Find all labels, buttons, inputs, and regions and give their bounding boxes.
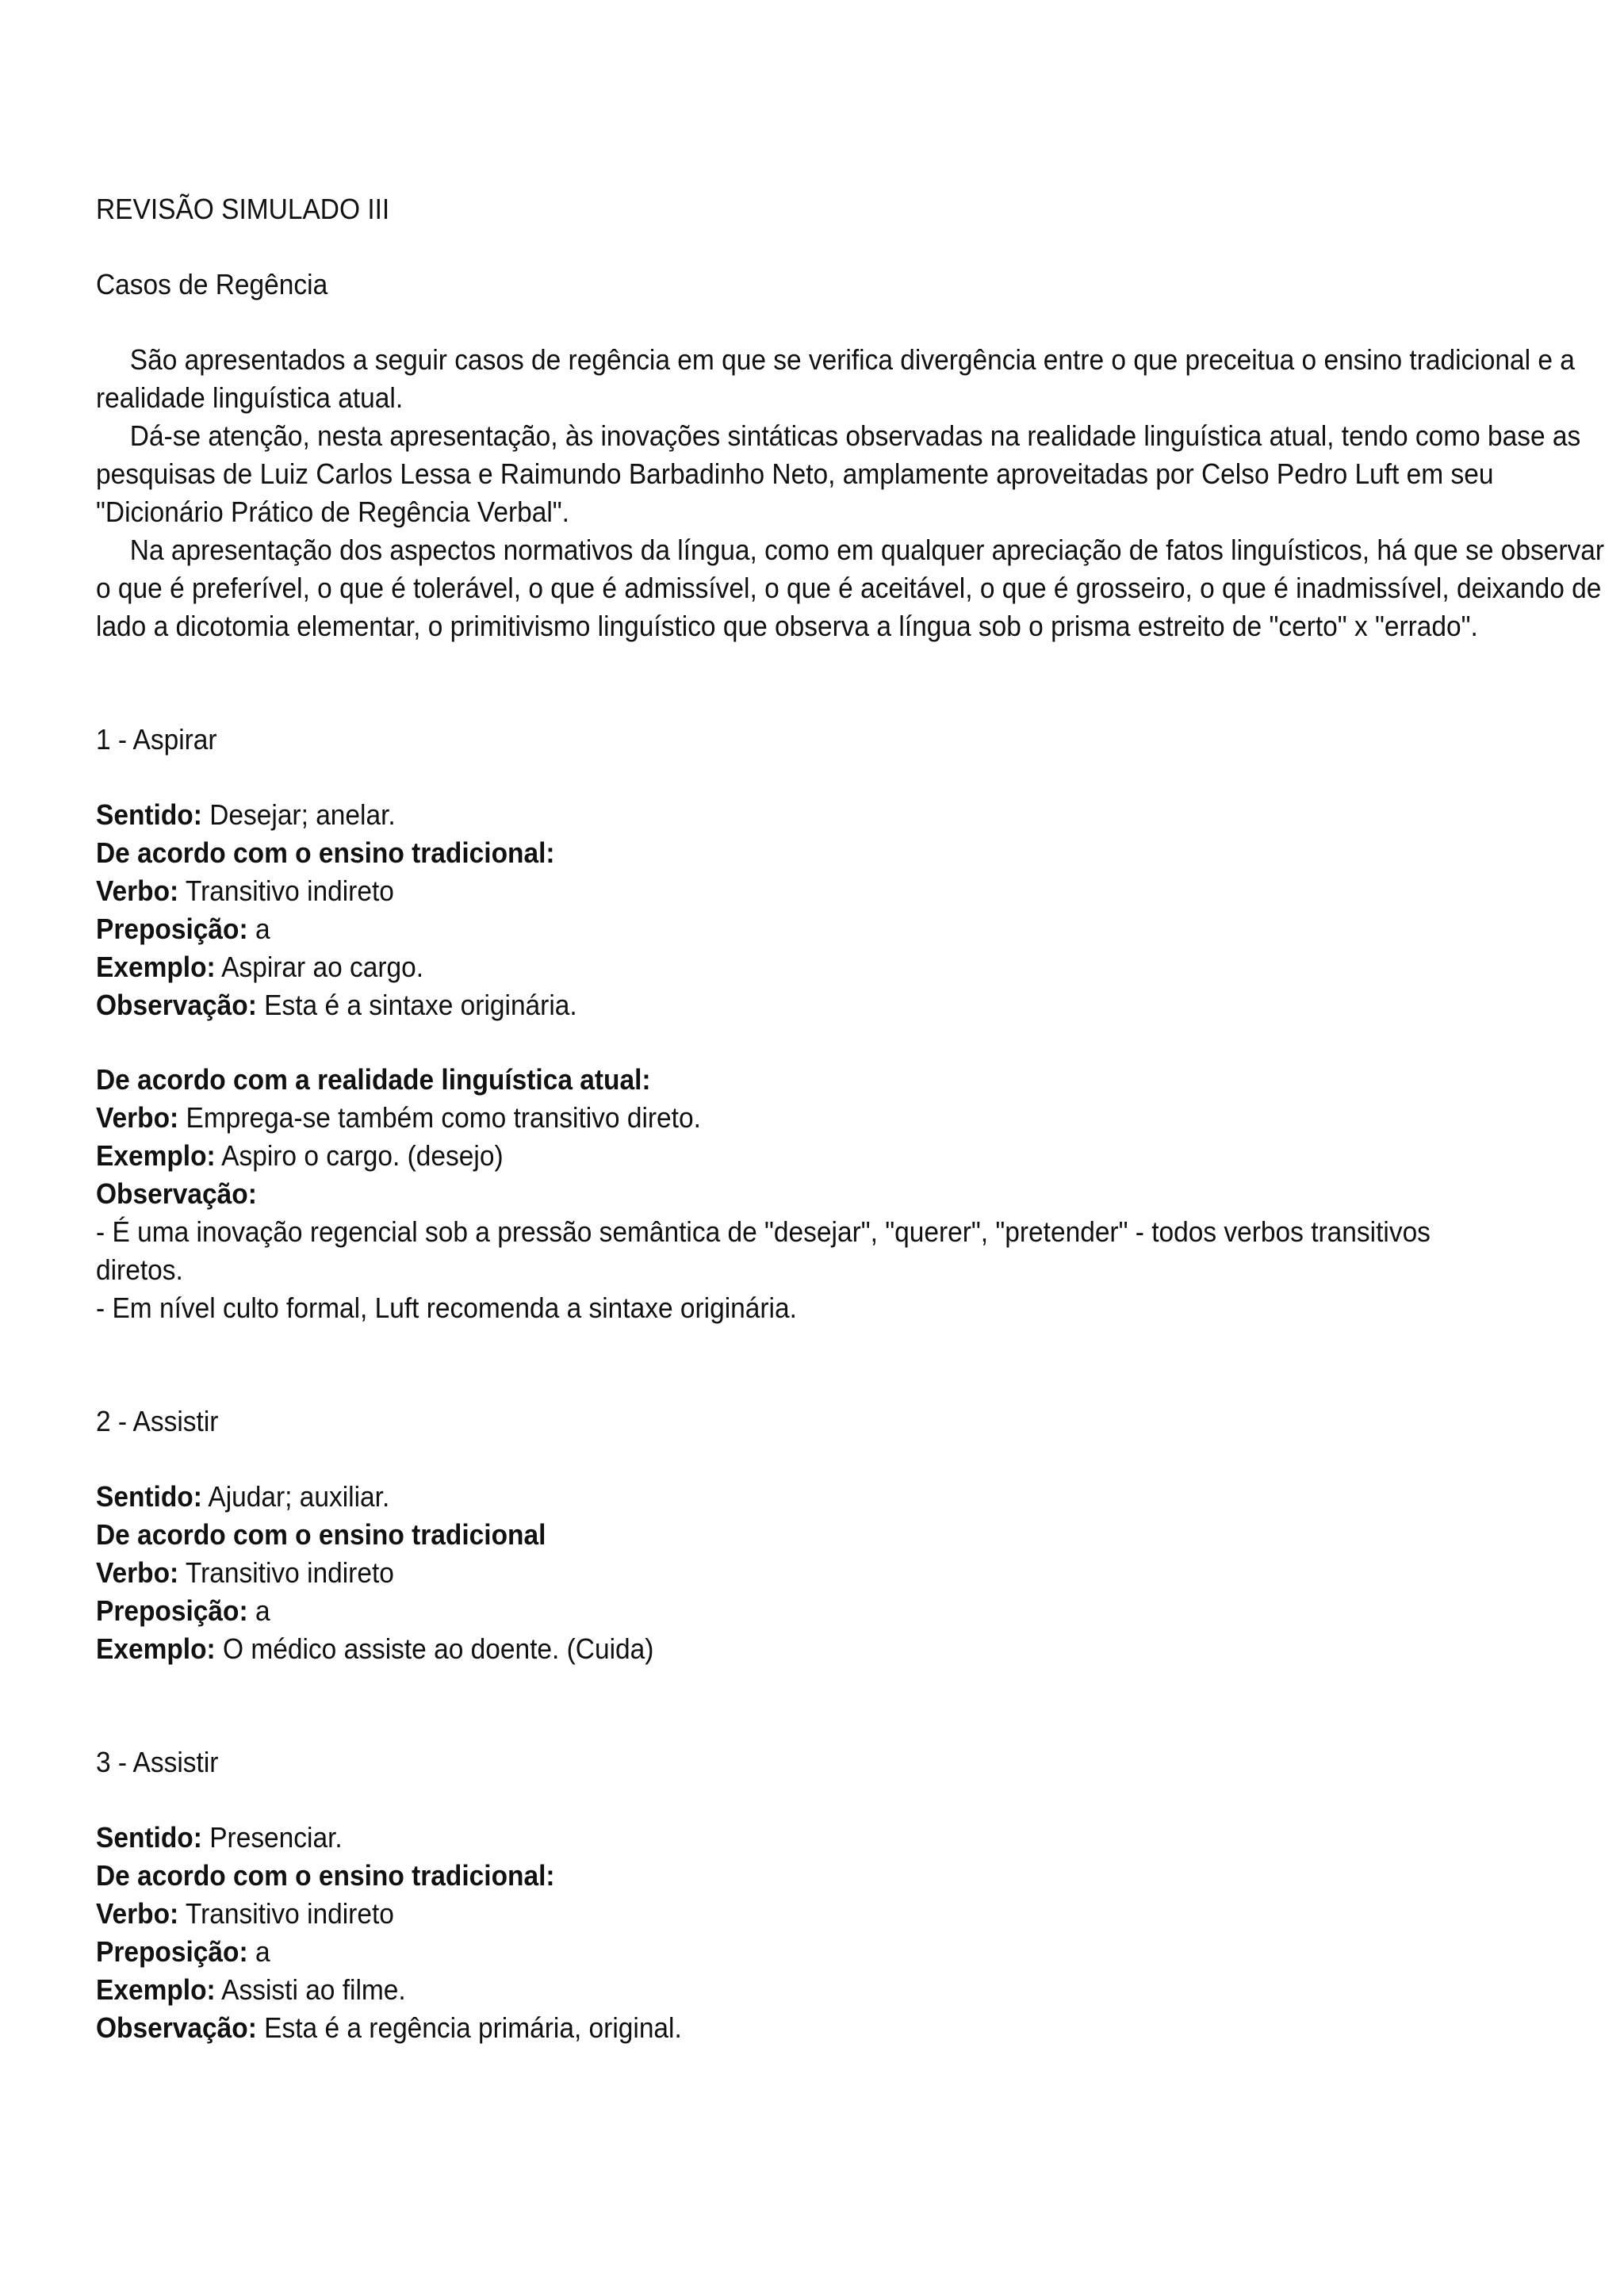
- exemplo-label: Exemplo:: [96, 1973, 216, 2006]
- verbo-line: [96, 1895, 1501, 1933]
- section-assistir-ajudar: [96, 1402, 1501, 1668]
- exemplo-value: Assisti ao filme.: [221, 1973, 406, 2006]
- sentido-line: [96, 796, 1501, 834]
- section-assistir-presenciar: [96, 1743, 1501, 2047]
- preposicao-value: a: [255, 1935, 270, 1968]
- exemplo-line: [96, 948, 1501, 986]
- sentido-label: Sentido:: [96, 1821, 202, 1854]
- section-heading: 2 - Assistir: [96, 1405, 219, 1437]
- exemplo-label: Exemplo:: [96, 1139, 216, 1172]
- sentido-value: Desejar; anelar.: [209, 798, 396, 831]
- tradicional-label: De acordo com o ensino tradicional: [96, 1518, 546, 1551]
- observacao-line: [96, 2009, 1501, 2047]
- preposicao-line: [96, 910, 1501, 948]
- exemplo-line: [96, 1971, 1501, 2009]
- document-page: [96, 190, 1605, 2047]
- verbo-label: Verbo:: [96, 874, 179, 907]
- verbo-label: Verbo:: [96, 1556, 179, 1589]
- section-heading: 3 - Assistir: [96, 1746, 219, 1778]
- atual-label: De acordo com a realidade linguística atual:: [96, 1063, 651, 1096]
- exemplo-line: [96, 1137, 1501, 1175]
- observacao-item: - Em nível culto formal, Luft recomenda a sintaxe originária.: [96, 1292, 797, 1324]
- section-aspirar: [96, 721, 1501, 1327]
- sentido-line: [96, 1478, 1501, 1516]
- verbo-value: Transitivo indireto: [185, 1897, 394, 1930]
- preposicao-label: Preposição:: [96, 913, 248, 945]
- verbo-value: Transitivo indireto: [185, 1556, 394, 1589]
- preposicao-line: [96, 1933, 1501, 1971]
- verbo-line: [96, 1099, 1501, 1137]
- section-heading: 1 - Aspirar: [96, 723, 217, 756]
- intro-paragraph: Dá-se atenção, nesta apresentação, às inovações sintáticas observadas na realidade linguística atual, tendo como base as pesquisas de Luiz Carlos Lessa e Raimundo Barbadinho Neto, amplamente aproveitadas por Celso Pedro Luft em seu "Dicionário Prático de Regência Verbal".: [96, 419, 1581, 528]
- observacao-item: - É uma inovação regencial sob a pressão semântica de "desejar", "querer", "pretender" - todos verbos transitivos diretos.: [96, 1215, 1431, 1286]
- preposicao-line: [96, 1592, 1501, 1630]
- tradicional-heading: [96, 1516, 1501, 1554]
- exemplo-value: Aspirar ao cargo.: [221, 951, 424, 983]
- exemplo-line: [96, 1630, 1501, 1668]
- observacao-line: [96, 1175, 1501, 1213]
- preposicao-label: Preposição:: [96, 1935, 248, 1968]
- observacao-value: Esta é a sintaxe originária.: [264, 989, 577, 1021]
- verbo-value: Transitivo indireto: [185, 874, 394, 907]
- preposicao-value: a: [255, 913, 270, 945]
- verbo-value: Emprega-se também como transitivo direto.: [186, 1101, 701, 1134]
- tradicional-heading: [96, 834, 1501, 872]
- exemplo-value: O médico assiste ao doente. (Cuida): [223, 1632, 654, 1665]
- observacao-label: Observação:: [96, 2011, 257, 2044]
- preposicao-value: a: [255, 1594, 270, 1627]
- sentido-label: Sentido:: [96, 798, 202, 831]
- intro-paragraph: Na apresentação dos aspectos normativos da língua, como em qualquer apreciação de fatos linguísticos, há que se observar o que é preferível, o que é tolerável, o que é admissível, o que é aceitável, o que é grosseiro, o que é inadmissível, deixando de lado a dicotomia elementar, o primitivismo linguístico que observa a língua sob o prisma estreito de "certo" x "errado".: [96, 534, 1605, 642]
- exemplo-label: Exemplo:: [96, 951, 216, 983]
- atual-heading: [96, 1061, 1501, 1099]
- sentido-label: Sentido:: [96, 1480, 202, 1513]
- document-subtitle: Casos de Regência: [96, 268, 328, 300]
- sentido-line: [96, 1819, 1501, 1857]
- tradicional-label: De acordo com o ensino tradicional:: [96, 1859, 555, 1892]
- exemplo-label: Exemplo:: [96, 1632, 216, 1665]
- tradicional-label: De acordo com o ensino tradicional:: [96, 836, 555, 869]
- verbo-label: Verbo:: [96, 1897, 179, 1930]
- observacao-line: [96, 986, 1501, 1024]
- verbo-line: [96, 1554, 1501, 1592]
- verbo-label: Verbo:: [96, 1101, 179, 1134]
- observacao-value: Esta é a regência primária, original.: [264, 2011, 682, 2044]
- observacao-label: Observação:: [96, 989, 257, 1021]
- verbo-line: [96, 872, 1501, 910]
- exemplo-value: Aspiro o cargo. (desejo): [221, 1139, 504, 1172]
- preposicao-label: Preposição:: [96, 1594, 248, 1627]
- tradicional-heading: [96, 1857, 1501, 1895]
- intro-paragraph: São apresentados a seguir casos de regência em que se verifica divergência entre o que preceitua o ensino tradicional e a realidade linguística atual.: [96, 343, 1575, 414]
- observacao-label: Observação:: [96, 1177, 257, 1210]
- document-title: REVISÃO SIMULADO III: [96, 193, 390, 225]
- sentido-value: Ajudar; auxiliar.: [208, 1480, 390, 1513]
- sentido-value: Presenciar.: [209, 1821, 343, 1854]
